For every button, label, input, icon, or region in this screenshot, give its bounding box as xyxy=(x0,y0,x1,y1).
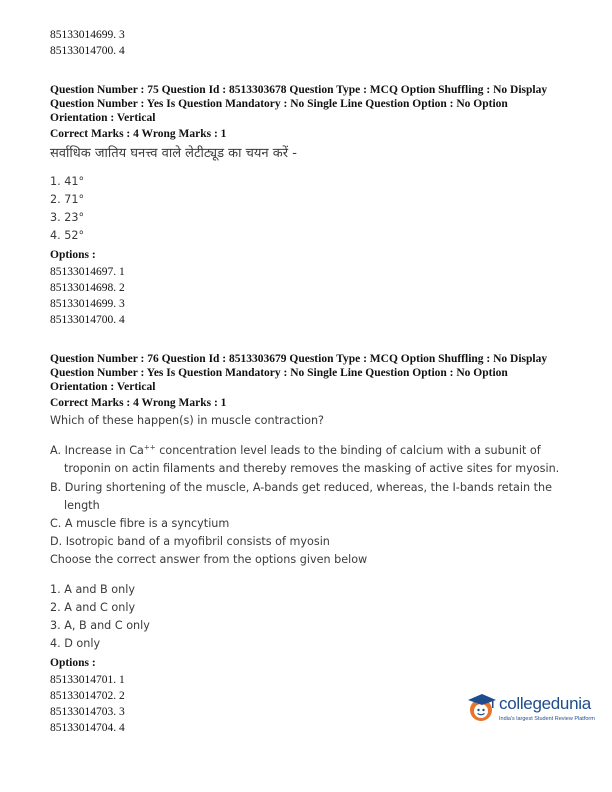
q76-statement-a-sup: ++ xyxy=(143,443,156,452)
q76-statement-b-line2: length xyxy=(64,499,100,512)
q75-header-line2: Question Number : Yes Is Question Mandatory : No Single Line Question Option : No Option xyxy=(50,98,508,110)
option-id: 85133014701. 1 xyxy=(50,674,125,686)
q76-options-label: Options : xyxy=(50,657,96,669)
q76-statement-c: C. A muscle fibre is a syncytium xyxy=(50,517,230,530)
q76-choice: 2. A and C only xyxy=(50,601,136,614)
graduation-cap-icon xyxy=(466,692,498,724)
q75-question-text: सर्वाधिक जातिय घनत्त्व वाले लेटीट्यूड का चयन करें - xyxy=(50,146,297,161)
q76-choice: 4. D only xyxy=(50,637,101,650)
q76-instruction: Choose the correct answer from the options given below xyxy=(50,553,368,566)
q75-choice: 4. 52° xyxy=(50,229,85,242)
q76-statement-d: D. Isotropic band of a myofibril consists of myosin xyxy=(50,535,330,548)
q75-choice: 2. 71° xyxy=(50,193,85,206)
q75-choice: 3. 23° xyxy=(50,211,85,224)
q76-choice: 1. A and B only xyxy=(50,583,135,596)
q75-options-label: Options : xyxy=(50,249,96,261)
logo-tagline: India's largest Student Review Platform xyxy=(499,716,595,722)
option-id: 85133014704. 4 xyxy=(50,722,125,734)
q75-header-line3: Orientation : Vertical xyxy=(50,112,156,124)
q76-statement-a-line2: troponin on actin filaments and thereby removes the masking of active sites for myosin. xyxy=(64,462,560,475)
q76-header-line1: Question Number : 76 Question Id : 8513303679 Question Type : MCQ Option Shuffling : No Display xyxy=(50,353,548,365)
option-id: 85133014702. 2 xyxy=(50,690,125,702)
option-id: 85133014700. 4 xyxy=(50,45,125,57)
q76-header-line3: Orientation : Vertical xyxy=(50,381,156,393)
logo-name: collegedunia xyxy=(499,694,591,713)
q75-header-line1: Question Number : 75 Question Id : 8513303678 Question Type : MCQ Option Shuffling : No Display xyxy=(50,84,548,96)
q76-statement-a-post: concentration level leads to the binding of calcium with a subunit of xyxy=(155,444,541,457)
q75-marks: Correct Marks : 4 Wrong Marks : 1 xyxy=(50,128,227,140)
option-id: 85133014699. 3 xyxy=(50,298,125,310)
q76-choice: 3. A, B and C only xyxy=(50,619,150,632)
q76-statement-a-pre: A. Increase in Ca xyxy=(50,444,144,457)
option-id: 85133014699. 3 xyxy=(50,29,125,41)
option-id: 85133014703. 3 xyxy=(50,706,125,718)
q76-statement-b: B. During shortening of the muscle, A-bands get reduced, whereas, the I-bands retain the xyxy=(50,481,552,494)
option-id: 85133014698. 2 xyxy=(50,282,125,294)
q75-choice: 1. 41° xyxy=(50,175,85,188)
q76-statement-a xyxy=(50,442,541,460)
collegedunia-logo xyxy=(466,690,596,730)
option-id: 85133014697. 1 xyxy=(50,266,125,278)
option-id: 85133014700. 4 xyxy=(50,314,125,326)
q76-marks: Correct Marks : 4 Wrong Marks : 1 xyxy=(50,397,227,409)
q76-question-text: Which of these happen(s) in muscle contraction? xyxy=(50,414,324,427)
q76-header-line2: Question Number : Yes Is Question Mandatory : No Single Line Question Option : No Option xyxy=(50,367,508,379)
